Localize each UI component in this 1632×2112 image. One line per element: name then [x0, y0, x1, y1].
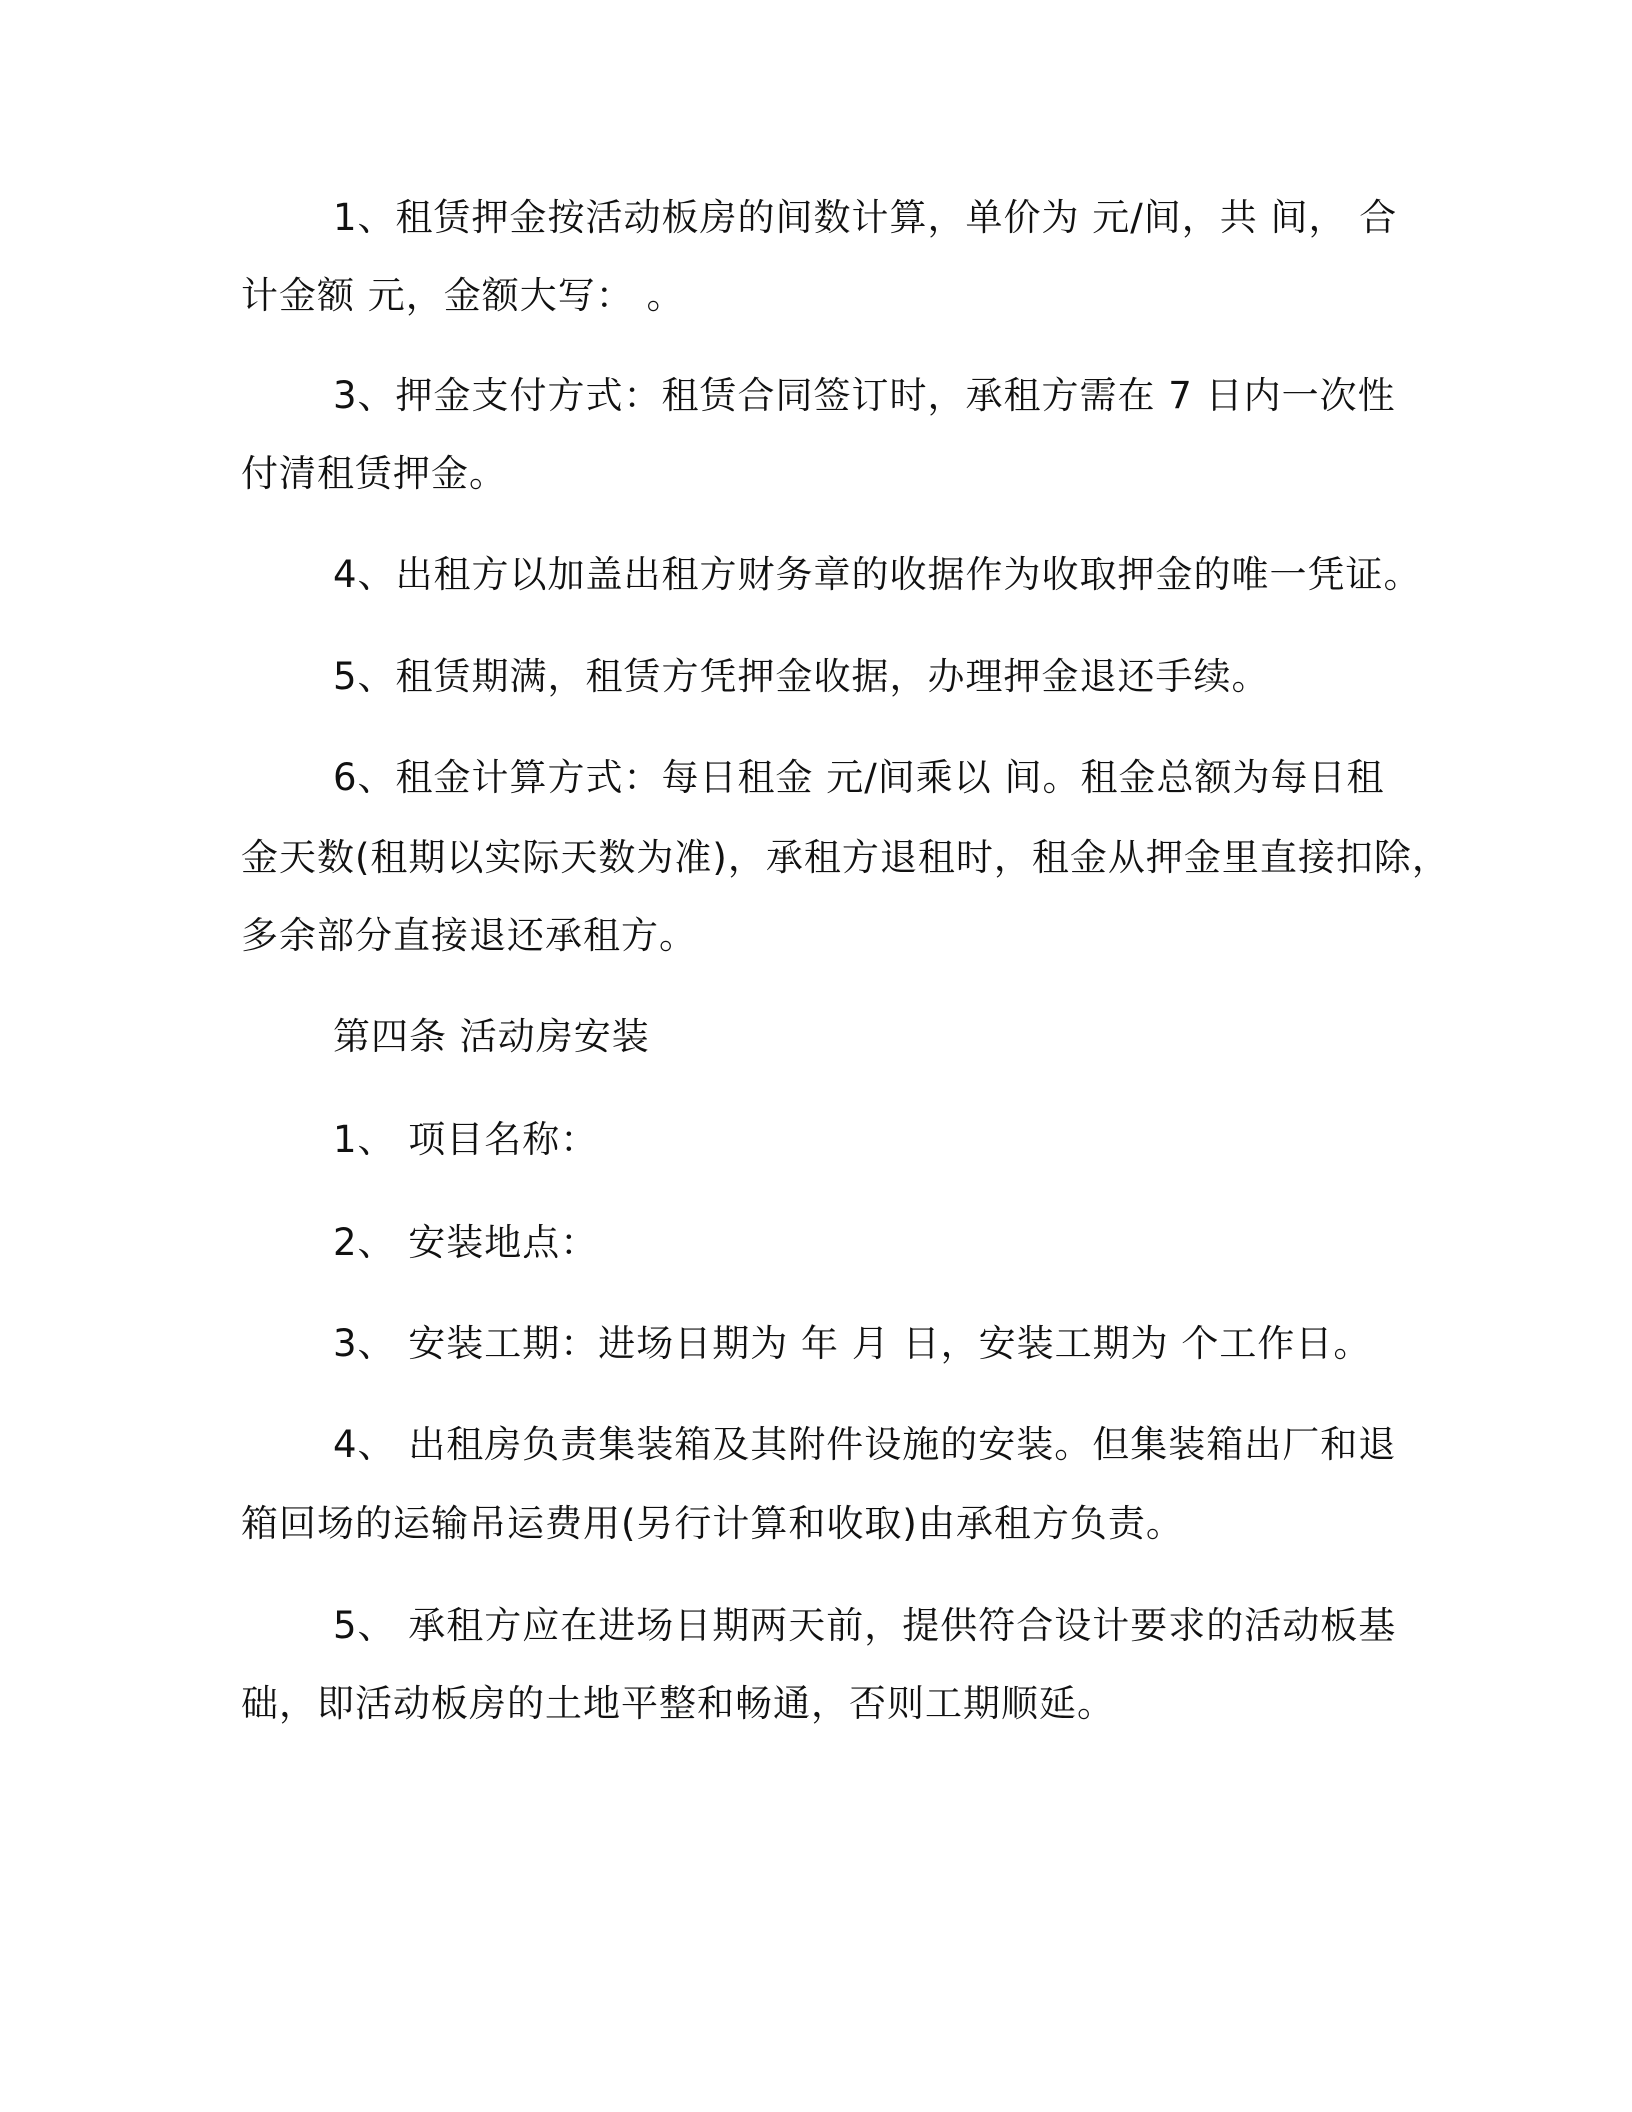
- install-item-5-line-1: 5、 承租方应在进场日期两天前，提供符合设计要求的活动板基: [333, 1604, 1397, 1647]
- install-item-4-line-1: 4、 出租房负责集装箱及其附件设施的安装。但集装箱出厂和退: [333, 1423, 1397, 1466]
- deposit-clause-3-line-2: 付清租赁押金。: [241, 452, 507, 495]
- deposit-clause-1-line-1: 1、租赁押金按活动板房的间数计算，单价为 元/间，共 间， 合: [333, 196, 1398, 239]
- install-item-1: 1、 项目名称：: [333, 1118, 599, 1161]
- deposit-clause-1-line-2: 计金额 元，金额大写： 。: [241, 274, 685, 317]
- rent-clause-6-line-3: 多余部分直接退还承租方。: [241, 914, 697, 957]
- install-item-4-line-2: 箱回场的运输吊运费用(另行计算和收取)由承租方负责。: [241, 1502, 1184, 1545]
- section-heading: 第四条 活动房安装: [333, 1015, 650, 1058]
- install-item-3: 3、 安装工期：进场日期为 年 月 日，安装工期为 个工作日。: [333, 1322, 1372, 1365]
- deposit-clause-4: 4、出租方以加盖出租方财务章的收据作为收取押金的唯一凭证。: [333, 553, 1422, 596]
- rent-clause-6-line-1: 6、租金计算方式：每日租金 元/间乘以 间。租金总额为每日租: [333, 756, 1385, 799]
- deposit-clause-5: 5、租赁期满，租赁方凭押金收据，办理押金退还手续。: [333, 655, 1270, 698]
- deposit-clause-3-line-1: 3、押金支付方式：租赁合同签订时，承租方需在 7 日内一次性: [333, 374, 1396, 417]
- install-item-5-line-2: 础，即活动板房的土地平整和畅通，否则工期顺延。: [241, 1682, 1115, 1725]
- install-item-2: 2、 安装地点：: [333, 1221, 599, 1264]
- rent-clause-6-line-2: 金天数(租期以实际天数为准)，承租方退租时，租金从押金里直接扣除，: [241, 836, 1450, 879]
